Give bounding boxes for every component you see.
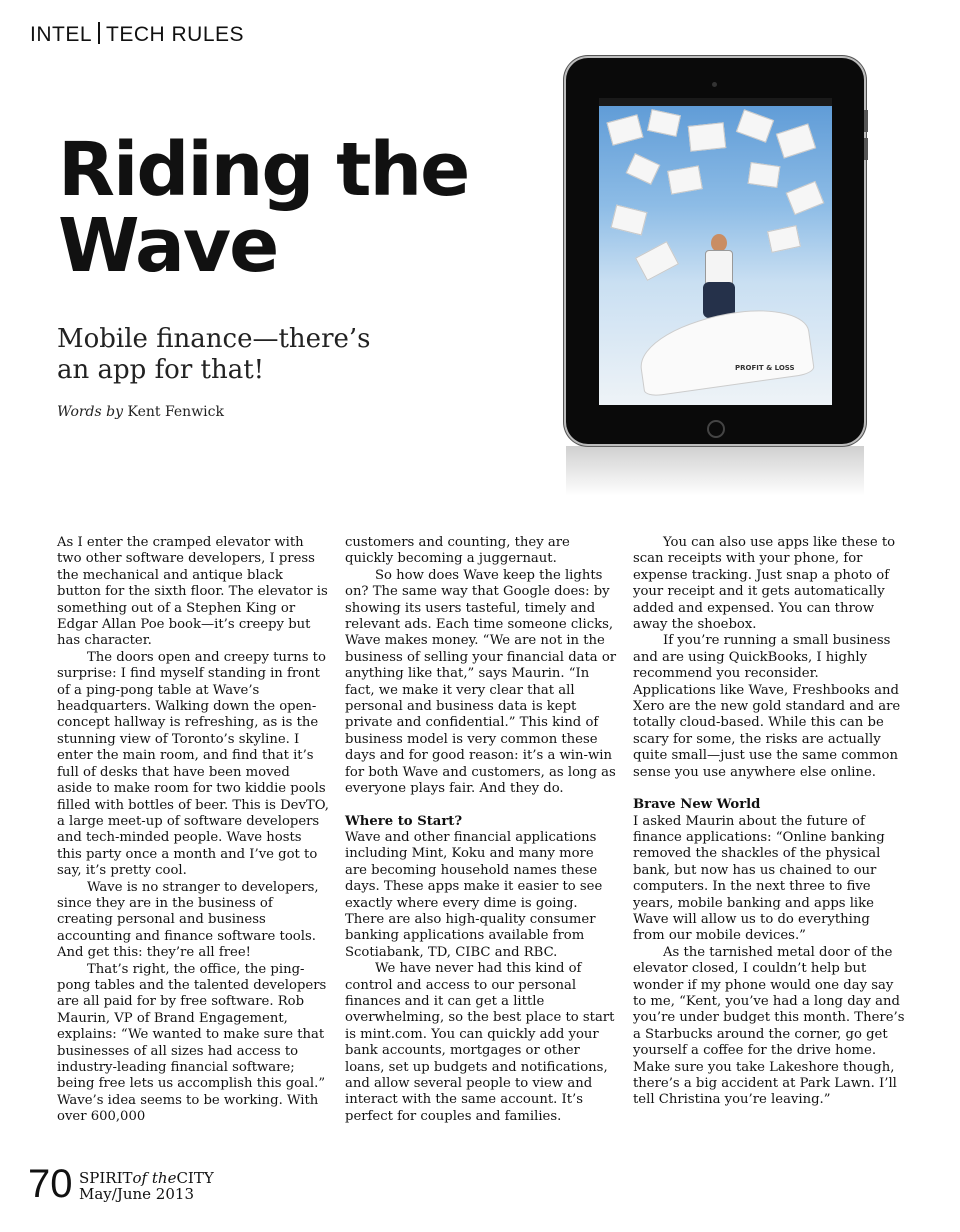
section-name: INTEL (30, 23, 93, 46)
publication-name-c: CITY (176, 1169, 214, 1187)
tablet-volume-button (864, 110, 868, 132)
paper-wave (635, 302, 815, 397)
paragraph: The doors open and creepy turns to surprise: I find myself standing in front of a ping-pong table at Wave’s headquarters. Walking down the open-concept hallway is refreshing, as is the stunning view of Toronto’s skyline. I enter the main room, and find that it’s full of desks that have been moved aside to make room for two kiddie pools filled with bottles of beer. This is DevTO, a large meet-up of software developers and tech-minded people. Wave hosts this party once a month and I’ve got to say, it’s pretty cool. (57, 649, 329, 879)
paper-sheet (611, 204, 648, 235)
section-divider (98, 22, 100, 44)
paper-sheet (626, 153, 661, 185)
tablet-home-button (707, 420, 725, 438)
subsection-name: TECH RULES (106, 23, 245, 46)
paper-sheet (767, 225, 801, 253)
body-column-2 (345, 535, 617, 1125)
body-column-1 (57, 535, 329, 1126)
paragraph: customers and counting, they are quickly becoming a juggernaut. (345, 535, 570, 567)
deck-line-2: an app for that! (57, 355, 265, 385)
paragraph: You can also use apps like these to scan receipts with your phone, for expense tracking. Just snap a photo of your receipt and it gets automatically added and expensed. You can throw away the shoebox. (633, 535, 896, 633)
paragraph: That’s right, the office, the ping-pong tables and the talented developers are all paid for by free software. Rob Maurin, VP of Brand Engagement, explains: “We wanted to make sure that businesses of all sizes had access to industry-leading financial software; being free lets us accomplish this goal.” Wave’s idea seems to be working. With over 600,000 (57, 961, 327, 1125)
page-number: 70 (28, 1162, 73, 1206)
byline (57, 404, 224, 420)
paragraph: As the tarnished metal door of the elevator closed, I couldn’t help but wonder if my phone would one day say to me, “Kent, you’ve had a long day and you’re under budget this month. There’s a Starbucks around the corner, go get yourself a coffee for the drive home. Make sure you take Lakeshore though, there’s a big accident at Park Lawn. I’ll tell Christina you’re leaving.” (633, 944, 905, 1108)
section-tag (30, 22, 244, 47)
subheading-where-to-start: Where to Start? (345, 813, 463, 829)
paper-sheet (776, 123, 816, 158)
paragraph: Wave is no stranger to developers, since they are in the business of creating personal and business accounting and finance software tools. And get this: they’re all free! (57, 879, 319, 961)
paper-sheet (786, 181, 825, 215)
paragraph: So how does Wave keep the lights on? The same way that Google does: by showing its users tasteful, timely and relevant ads. Each time someone clicks, Wave makes money. “We are not in the business of selling your financial data or anything like that,” says Maurin. “In fact, we make it very clear that all personal and business data is kept private and confidential.” This kind of business model is very common these days and for good reason: it’s a win-win for both Wave and customers, as long as everyone plays fair. And they do. (345, 567, 617, 797)
paragraph: Wave and other financial applications including Mint, Koku and many more are becoming household names these days. These apps make it easier to see exactly where every dime is going. There are also high-quality consumer banking applications available from Scotiabank, TD, CIBC and RBC. (345, 829, 603, 960)
tablet-illustration (566, 58, 864, 444)
byline-author: Kent Fenwick (127, 404, 224, 420)
publication-info (79, 1170, 214, 1202)
paragraph: I asked Maurin about the future of finance applications: “Online banking removed the shackles of the physical bank, but now has us chained to our computers. In the next three to five years, mobile banking and apps like Wave will allow us to do everything from our mobile devices.” (633, 813, 885, 944)
tablet-volume-button (864, 138, 868, 160)
paragraph: If you’re running a small business and are using QuickBooks, I highly recommend you reconsider. Applications like Wave, Freshbooks and Xero are the new gold standard and are totally cloud-based. While this can be scary for some, the risks are actually quite small—just use the same common sense you use anywhere else online. (633, 633, 901, 780)
tablet-camera (712, 82, 717, 87)
paragraph: As I enter the cramped elevator with two other software developers, I press the mechanical and antique black button for the sixth floor. The elevator is something out of a Stephen King or Edgar Allan Poe book—it’s creepy but has character. (57, 535, 328, 649)
tablet-status-bar (599, 98, 832, 106)
publication-name-b: of the (132, 1169, 177, 1187)
deck-line-1: Mobile finance—there’s (57, 324, 371, 354)
surfer-body (705, 250, 733, 286)
tablet-screen-photo (599, 98, 832, 405)
article-deck (57, 324, 387, 386)
title-line-1: Riding the (58, 127, 469, 213)
paper-sheet (688, 122, 727, 152)
title-line-2: Wave (58, 203, 278, 289)
subheading-brave-new-world: Brave New World (633, 797, 761, 813)
paragraph: We have never had this kind of control and access to our personal finances and it can get a little overwhelming, so the best place to start is mint.com. You can quickly add your bank accounts, mortgages or other loans, set up budgets and notifications, and allow several people to view and interact with the same account. It’s perfect for couples and families. (345, 961, 615, 1124)
issue-date: May/June 2013 (79, 1185, 194, 1203)
paper-sheet (736, 109, 774, 142)
paper-sheet (667, 165, 703, 194)
tablet-reflection (566, 446, 864, 496)
sheet-label: PROFIT & LOSS (735, 364, 795, 372)
paper-sheet (606, 114, 643, 145)
paper-sheet (647, 109, 681, 137)
paper-sheet (635, 241, 679, 281)
paper-sheet (748, 162, 781, 188)
body-column-3 (633, 535, 905, 1109)
byline-prefix: Words by (57, 404, 124, 420)
article-title (58, 127, 498, 289)
publication-name-a: SPIRIT (79, 1169, 133, 1187)
